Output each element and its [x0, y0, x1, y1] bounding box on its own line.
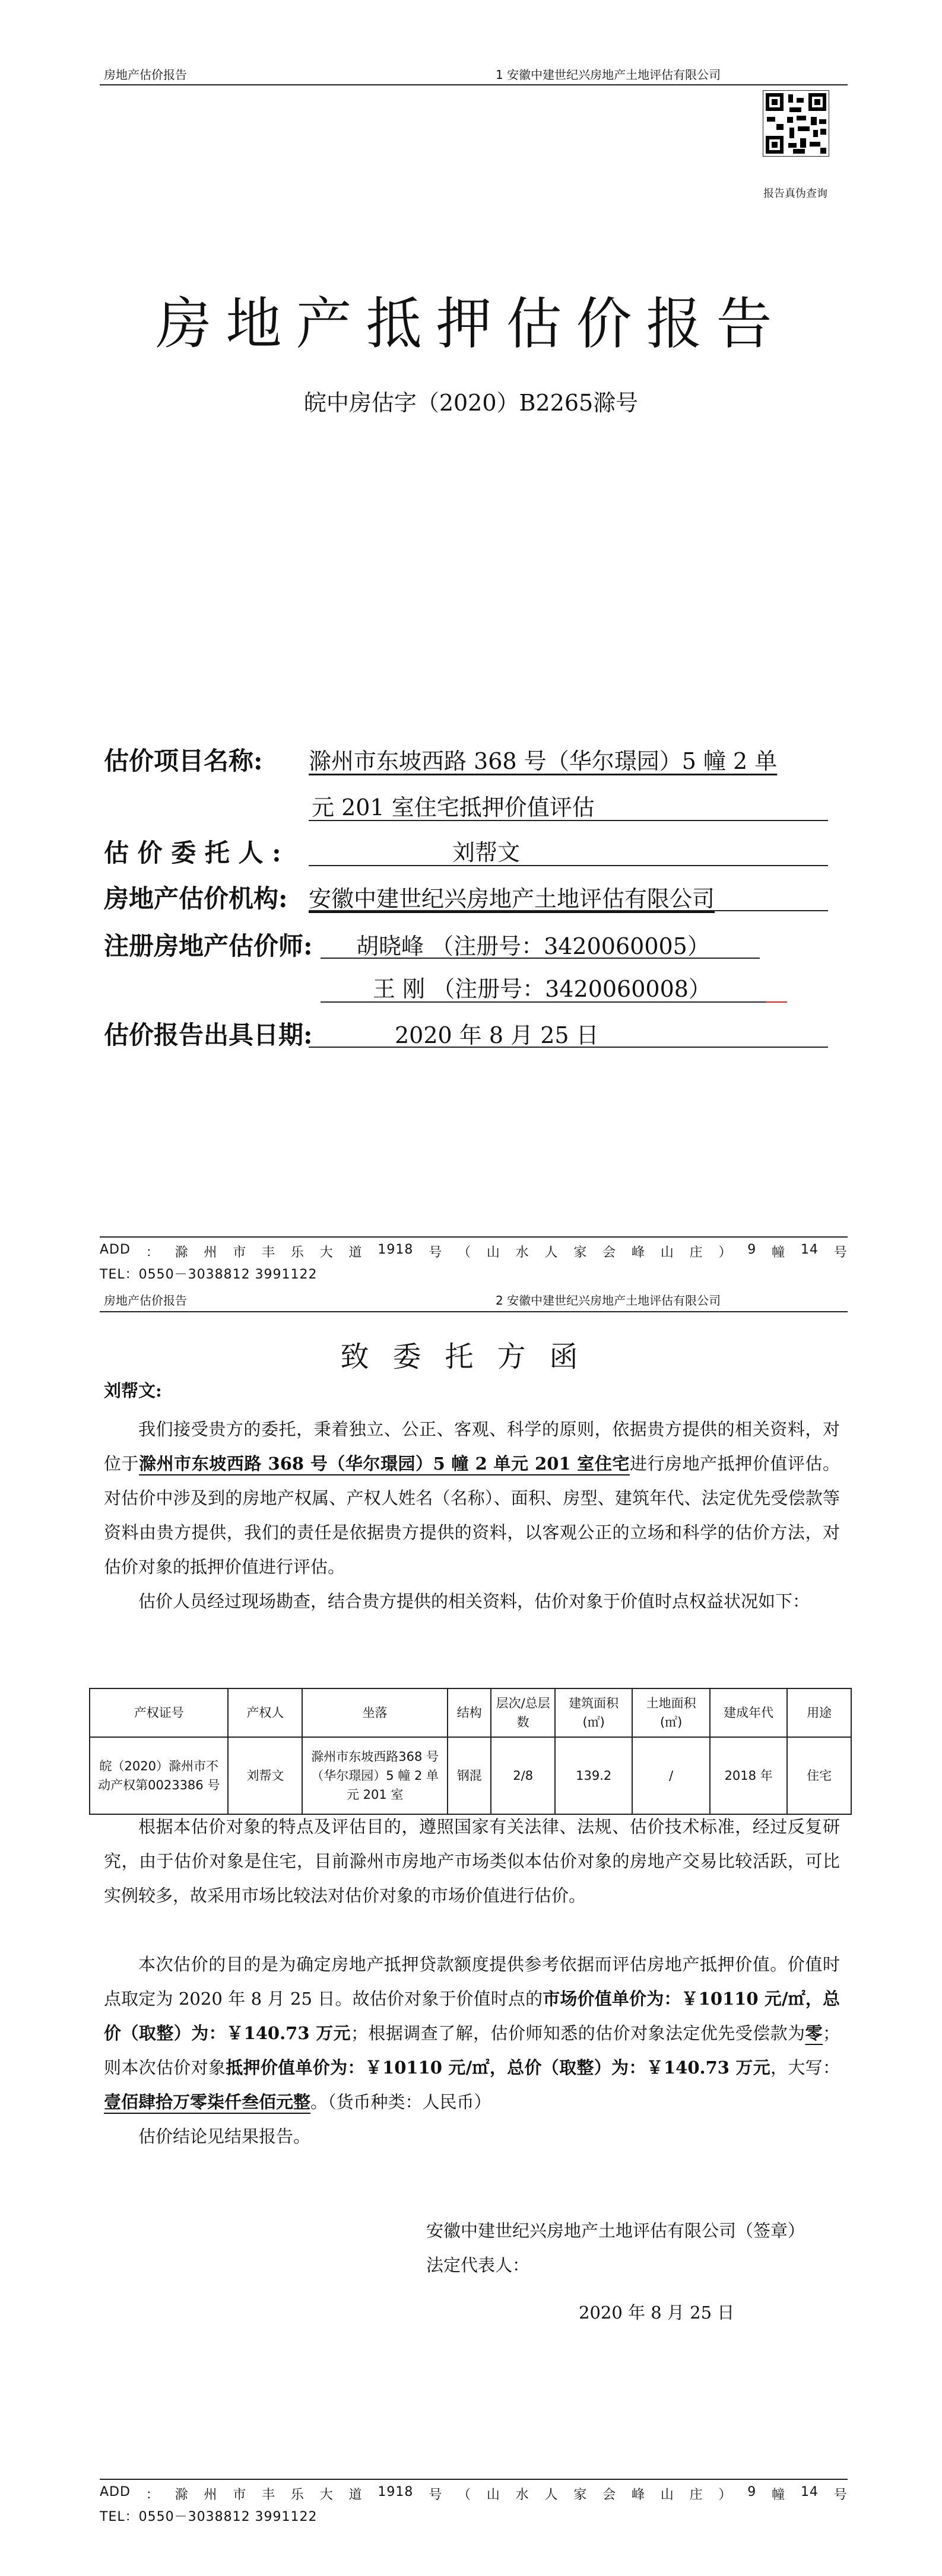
footer-address-part: 水	[515, 1245, 529, 1260]
footer-address-part: 1918	[378, 1242, 414, 1257]
footer-address-part: ：	[145, 2488, 160, 2502]
footer-address-part: 人	[544, 2488, 559, 2502]
footer-address-part: 峰	[631, 1245, 645, 1260]
red-mark	[766, 1001, 787, 1003]
page2-footer-tel: TEL：0550－3038812 3991122	[100, 2510, 318, 2524]
footer-address-part: 丰	[262, 2488, 276, 2502]
table-row	[90, 1737, 851, 1814]
table-header-cell: 产权人	[228, 1688, 302, 1737]
letter-paragraph-5: 估价结论见结果报告。	[138, 2126, 311, 2146]
page1-header-rule	[100, 84, 848, 85]
appraiser-1: 胡晓峰 （注册号：3420060005）	[356, 933, 710, 959]
footer-address-part: 水	[515, 2488, 529, 2502]
report-date-label: 估价报告出具日期:	[104, 1020, 313, 1050]
page2-header-rule	[100, 1311, 848, 1312]
table-header-cell: 土地面积(㎡)	[632, 1688, 709, 1737]
client-value: 刘帮文	[452, 839, 521, 866]
project-name-label: 估价项目名称:	[104, 746, 263, 775]
project-name-line1: 滁州市东坡西路 368 号（华尔璟园）5 幢 2 单	[309, 748, 778, 774]
footer-address-part: 人	[544, 1245, 559, 1260]
footer-address-part: 大	[319, 2488, 334, 2502]
priority-payment-bold: 零	[805, 2023, 823, 2043]
footer-address-part: ）	[718, 2488, 732, 2502]
letter-paragraph-4: 本次估价的目的是为确定房地产抵押贷款额度提供参考依据而评估房地产抵押价值。价值时点取定为 2020 年 8 月 25 日。故估价对象于价值时点的市场价值单价为：￥10110 元/㎡，总价（取整）为：￥140.73 万元；根据调查了解，估价师知悉的估价对象法定优先受偿款为零；则本次估价对象抵押价值单价为：￥10110 元/㎡，总价（取整）为：￥140.73 万元，大写：壹佰肆拾万零柒仟叁佰元整。（货币种类：人民币）	[104, 1954, 840, 2112]
table-cell: 刘帮文	[228, 1737, 302, 1814]
page2-footer	[100, 2485, 848, 2525]
qr-caption: 报告真伪查询	[763, 187, 827, 200]
footer-address-part: 滁	[175, 1245, 189, 1260]
footer-address-part: 市	[233, 1245, 247, 1260]
footer-address-part: 幢	[772, 1245, 786, 1260]
footer-address-part: ADD	[100, 1242, 131, 1257]
footer-address-part: 号	[833, 2488, 848, 2502]
qr-code-icon	[763, 90, 829, 157]
table-cell: 139.2	[555, 1737, 632, 1814]
signature-legal-rep: 法定代表人：	[426, 2255, 530, 2275]
footer-address-part: 9	[747, 1242, 757, 1257]
page1-header-right: 1 安徽中建世纪兴房地产土地评估有限公司	[496, 68, 721, 82]
footer-address-part: （	[458, 2488, 472, 2502]
footer-address-part: 1918	[378, 2485, 414, 2499]
footer-address-part: （	[458, 1245, 472, 1260]
agency-underline	[309, 910, 828, 911]
page2-footer-rule	[100, 2479, 848, 2480]
agency-label: 房地产估价机构:	[104, 884, 288, 913]
footer-address-part: 山	[660, 2488, 674, 2502]
appraiser-2-underline	[321, 1001, 784, 1003]
table-header-cell: 结构	[448, 1688, 491, 1737]
footer-address-part: 会	[602, 1245, 617, 1260]
footer-address-part: ：	[145, 1245, 160, 1260]
footer-address-part: 大	[319, 1245, 334, 1260]
footer-address-part: ）	[718, 1245, 732, 1260]
table-header-cell: 用途	[787, 1688, 851, 1737]
footer-address-part: 市	[233, 2488, 247, 2502]
letter-paragraph-1: 我们接受贵方的委托，秉着独立、公正、客观、科学的原则，依据贵方提供的相关资料，对位于滁州市东坡西路 368 号（华尔璟园）5 幢 2 单元 201 室住宅进行房地产抵押价值评估。对估价中涉及到的房地产权属、产权人姓名（名称）、面积、房型、建筑年代、法定优先受偿款等资料由贵方提供，我们的责任是依据贵方提供的资料，以客观公正的立场和科学的估价方法，对估价对象的抵押价值进行评估。	[104, 1419, 840, 1577]
page1-footer	[100, 1242, 848, 1283]
footer-address-part: 幢	[772, 2488, 786, 2502]
footer-address-part: 山	[660, 1245, 674, 1260]
table-header-cell: 建成年代	[710, 1688, 787, 1737]
report-ref-no: 皖中房估字（2020）B2265滁号	[303, 390, 639, 416]
footer-address-part: 庄	[689, 2488, 703, 2502]
appraiser-label: 注册房地产估价师:	[104, 931, 313, 961]
mortgage-value-bold: 抵押价值单价为：￥10110 元/㎡，总价（取整）为：￥140.73 万元	[226, 2057, 771, 2078]
footer-address-part: 乐	[290, 1245, 305, 1260]
footer-address-part: 14	[800, 1242, 819, 1257]
footer-address-part: 丰	[262, 1245, 276, 1260]
table-header-cell: 建筑面积(㎡)	[555, 1688, 632, 1737]
table-cell: 钢混	[448, 1737, 491, 1814]
table-cell: /	[632, 1737, 709, 1814]
page2-header-left: 房地产估价报告	[104, 1293, 187, 1308]
table-cell: 2/8	[491, 1737, 555, 1814]
footer-address-part: 峰	[631, 2488, 645, 2502]
agency-value: 安徽中建世纪兴房地产土地评估有限公司	[309, 886, 715, 912]
letter-salutation: 刘帮文:	[104, 1381, 162, 1401]
market-value-bold: 市场价值单价为：￥10110 元/㎡，总价（取整）为：￥140.73 万元	[104, 1989, 840, 2043]
project-name-line2: 元 201 室住宅抵押价值评估	[312, 794, 595, 820]
signature-company: 安徽中建世纪兴房地产土地评估有限公司（签章）	[426, 2221, 805, 2241]
client-label: 估 价 委 托 人 :	[104, 838, 281, 867]
page1-footer-rule	[100, 1236, 848, 1238]
footer-address-part: 山	[486, 1245, 500, 1260]
table-header-cell: 坐落	[302, 1688, 448, 1737]
table-cell: 皖（2020）滁州市不动产权第0023386 号	[90, 1737, 228, 1814]
footer-address-part: 乐	[290, 2488, 305, 2502]
page1-footer-tel: TEL：0550－3038812 3991122	[100, 1267, 318, 1282]
footer-address-part: 号	[429, 2488, 443, 2502]
footer-address-part: 家	[573, 1245, 588, 1260]
property-address-bold: 滁州市东坡西路 368 号（华尔璟园）5 幢 2 单元 201 室住宅	[139, 1454, 630, 1474]
footer-address-part: 庄	[689, 1245, 703, 1260]
table-header-cell: 产权证号	[90, 1688, 228, 1737]
report-date-value: 2020 年 8 月 25 日	[395, 1022, 599, 1048]
footer-address-part: 9	[747, 2485, 757, 2499]
amount-in-words-bold: 壹佰肆拾万零柒仟叁佰元整	[104, 2092, 311, 2112]
property-rights-table	[89, 1688, 852, 1815]
table-cell: 2018 年	[710, 1737, 787, 1814]
page2-header-right: 2 安徽中建世纪兴房地产土地评估有限公司	[496, 1293, 721, 1308]
page2-footer-address	[100, 2485, 848, 2503]
footer-address-part: 道	[348, 1245, 363, 1260]
appraiser-1-underline	[321, 958, 760, 959]
table-header-cell: 层次/总层数	[491, 1688, 555, 1737]
footer-address-part: 家	[573, 2488, 588, 2502]
table-cell: 住宅	[787, 1737, 851, 1814]
letter-paragraph-3: 根据本估价对象的特点及评估目的，遵照国家有关法律、法规、估价技术标准，经过反复研究，由于估价对象是住宅，目前滁州市房地产市场类似本估价对象的房地产交易比较活跃，可比实例较多，故采用市场比较法对估价对象的市场价值进行估价。	[104, 1817, 840, 1906]
project-name-underline	[309, 820, 828, 821]
letter-title: 致委托方函	[340, 1340, 602, 1373]
appraiser-2: 王 刚 （注册号：3420060008）	[373, 976, 711, 1002]
footer-address-part: 会	[602, 2488, 617, 2502]
table-header-row	[90, 1688, 851, 1737]
letter-paragraph-2: 估价人员经过现场勘查，结合贵方提供的相关资料，估价对象于价值时点权益状况如下：	[138, 1591, 810, 1611]
footer-address-part: 州	[204, 1245, 218, 1260]
footer-address-part: ADD	[100, 2485, 131, 2499]
footer-address-part: 州	[204, 2488, 218, 2502]
client-underline	[309, 865, 828, 866]
table-cell: 滁州市东坡西路368 号（华尔璟园）5 幢 2 单元 201 室	[302, 1737, 448, 1814]
report-date-underline	[309, 1047, 828, 1048]
footer-address-part: 道	[348, 2488, 363, 2502]
footer-address-part: 滁	[175, 2488, 189, 2502]
signature-date: 2020 年 8 月 25 日	[579, 2303, 735, 2323]
report-title: 房地产抵押估价报告	[156, 292, 786, 357]
footer-address-part: 号	[429, 1245, 443, 1260]
footer-address-part: 14	[800, 2485, 819, 2499]
page1-header-left: 房地产估价报告	[104, 68, 187, 82]
page1-footer-address	[100, 1242, 848, 1261]
footer-address-part: 山	[486, 2488, 500, 2502]
footer-address-part: 号	[833, 1245, 848, 1260]
